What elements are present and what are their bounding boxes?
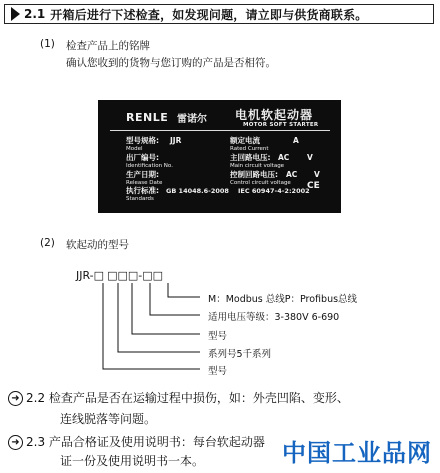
item-2-2	[8, 389, 349, 406]
ctrl-voltage-label: 控制回路电压:	[230, 170, 278, 179]
legend-item: M：Modbus 总线P：Profibus总线	[208, 294, 358, 305]
ce-mark: CE	[307, 181, 320, 191]
step1-title: 检查产品上的铭牌	[66, 40, 150, 52]
item-2-2-line2: 连线脱落等问题。	[60, 412, 157, 426]
nameplate-title: 电机软起动器	[235, 108, 314, 122]
model-code-boxes2: □□	[142, 269, 164, 282]
model-code-dash: -	[138, 269, 143, 282]
brand-logo: RENLE	[126, 111, 169, 124]
model-en: Model	[126, 146, 143, 152]
standard-en: Standards	[126, 196, 154, 202]
ctrl-voltage-ac: AC	[286, 170, 298, 179]
main-voltage-label: 主回路电压:	[230, 153, 271, 162]
model-code-box1: □	[93, 269, 105, 282]
item-text: 产品合格证及使用说明书：每台软起动器	[48, 435, 265, 449]
id-en: Identification No.	[126, 163, 173, 169]
watermark-logo: 中国工业品网	[282, 439, 432, 467]
legend-item: 适用电压等级：3-380V 6-690	[208, 312, 340, 323]
model-value: JJR	[170, 136, 182, 145]
main-voltage-ac: AC	[278, 153, 290, 162]
step2-title: 软起动的型号	[66, 239, 129, 251]
nameplate-subtitle: MOTOR SOFT STARTER	[243, 122, 319, 128]
section-number: 2.1	[24, 7, 46, 21]
date-en: Release Date	[126, 180, 163, 186]
section-title: 开箱后进行下述检查，如发现问题，请立即与供货商联系。	[50, 7, 368, 22]
step1-index: (1)	[40, 38, 55, 50]
main-voltage-en: Main circuit voltage	[230, 163, 285, 169]
legend-item: 型号	[208, 331, 228, 342]
step1-desc: 确认您收到的货物与您订购的产品是否相符。	[66, 57, 276, 69]
ctrl-voltage-en: Control circuit voltage	[230, 180, 291, 186]
brand-cn: 雷诺尔	[177, 114, 207, 125]
item-text: 检查产品是否在运输过程中损伤，如：外壳凹陷、变形、	[48, 391, 349, 405]
model-code-boxes3: □□□	[107, 269, 139, 282]
standard-value1: GB 14048.6-2008	[166, 187, 229, 195]
model-label: 型号规格:	[126, 136, 159, 145]
main-voltage-unit: V	[307, 153, 313, 162]
arrow-circle-icon: ➜	[8, 435, 23, 450]
standard-label: 执行标准:	[126, 186, 159, 195]
item-number: 2.3	[26, 435, 46, 449]
model-code-prefix: JJR-	[76, 269, 94, 282]
rated-current-unit: A	[293, 136, 299, 145]
step2-index: (2)	[40, 237, 55, 249]
item-2-3-line2: 证一份及使用说明书一本。	[60, 454, 205, 468]
id-label: 出厂编号:	[126, 153, 159, 162]
item-2-3	[8, 433, 265, 450]
legend-item: 型号	[208, 366, 228, 377]
legend-item: 系列号5千系列	[208, 349, 272, 360]
item-number: 2.2	[26, 391, 46, 405]
rated-current-label: 额定电流	[230, 136, 260, 145]
arrow-circle-icon: ➜	[8, 391, 23, 406]
standard-value2: IEC 60947-4-2:2002	[238, 187, 310, 195]
date-label: 生产日期:	[126, 170, 159, 179]
ctrl-voltage-unit: V	[314, 170, 320, 179]
rated-current-en: Rated Current	[230, 146, 269, 152]
